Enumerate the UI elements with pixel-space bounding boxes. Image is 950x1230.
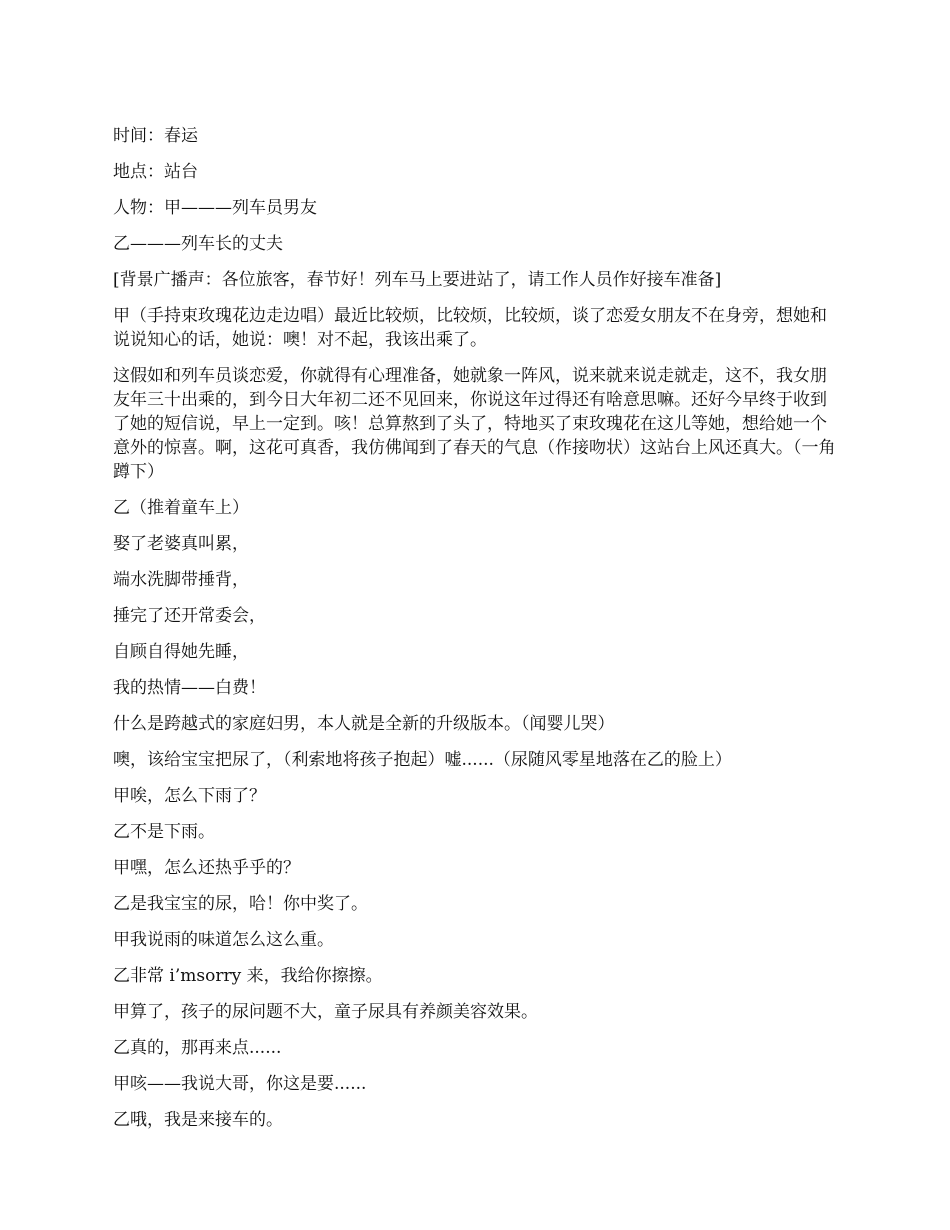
dialogue-line: 乙真的，那再来点......: [113, 1038, 282, 1058]
document-body: [113, 124, 841, 1144]
characters-line-1: 人物：甲———列车员男友: [113, 198, 317, 218]
scene-time: 时间：春运: [113, 126, 198, 146]
dialogue-paragraph: 这假如和列车员谈恋爱，你就得有心理准备，她就象一阵风，说来就来说走就走，这不，我女朋友年三十出乘的，到今日大年初二还不见回来，你说这年过得还有啥意思嘛。还好今早终于收到了她的短信说，早上一定到。咳！总算熬到了头了，特地买了束玫瑰花在这儿等她，想给她一个意外的惊喜。啊，这花可真香，我仿佛闻到了春天的气息（作接吻状）这站台上风还真大。（一角蹲下）: [113, 366, 836, 482]
verse-line: 自顾自得她先睡，: [113, 642, 249, 662]
dialogue-line: 乙哦，我是来接车的。: [113, 1110, 283, 1130]
dialogue-line: 乙不是下雨。: [113, 822, 215, 842]
verse-line: 我的热情——白费！: [113, 678, 266, 698]
dialogue-line: 什么是跨越式的家庭妇男，本人就是全新的升级版本。（闻婴儿哭）: [113, 714, 615, 734]
dialogue-line: 噢，该给宝宝把尿了，（利索地将孩子抱起）嘘......（尿随风零星地落在乙的脸上）: [113, 750, 732, 770]
dialogue-paragraph: 甲（手持束玫瑰花边走边唱）最近比较烦，比较烦，比较烦，谈了恋爱女朋友不在身旁，想她和说说知心的话，她说：噢！对不起，我该出乘了。: [113, 306, 827, 350]
dialogue-line: 甲咳——我说大哥，你这是要......: [113, 1074, 367, 1094]
verse-line: 娶了老婆真叫累，: [113, 534, 249, 554]
verse-line: 捶完了还开常委会，: [113, 606, 266, 626]
dialogue-line: 甲唉，怎么下雨了？: [113, 786, 266, 806]
dialogue-line: 甲我说雨的味道怎么这么重。: [113, 930, 334, 950]
stage-direction-broadcast: [背景广播声：各位旅客，春节好！列车马上要进站了，请工作人员作好接车准备]: [113, 270, 722, 290]
characters-line-2: 乙———列车长的丈夫: [113, 234, 283, 254]
verse-line: 端水洗脚带捶背，: [113, 570, 249, 590]
dialogue-line: 乙（推着童车上）: [113, 498, 249, 518]
dialogue-line: 乙是我宝宝的尿，哈！你中奖了。: [113, 894, 368, 914]
scene-location: 地点：站台: [113, 162, 198, 182]
dialogue-line: 甲算了，孩子的尿问题不大，童子尿具有养颜美容效果。: [113, 1002, 538, 1022]
dialogue-line: 乙非常 i’msorry 来，我给你擦擦。: [113, 966, 383, 986]
dialogue-line: 甲嘿，怎么还热乎乎的？: [113, 858, 300, 878]
